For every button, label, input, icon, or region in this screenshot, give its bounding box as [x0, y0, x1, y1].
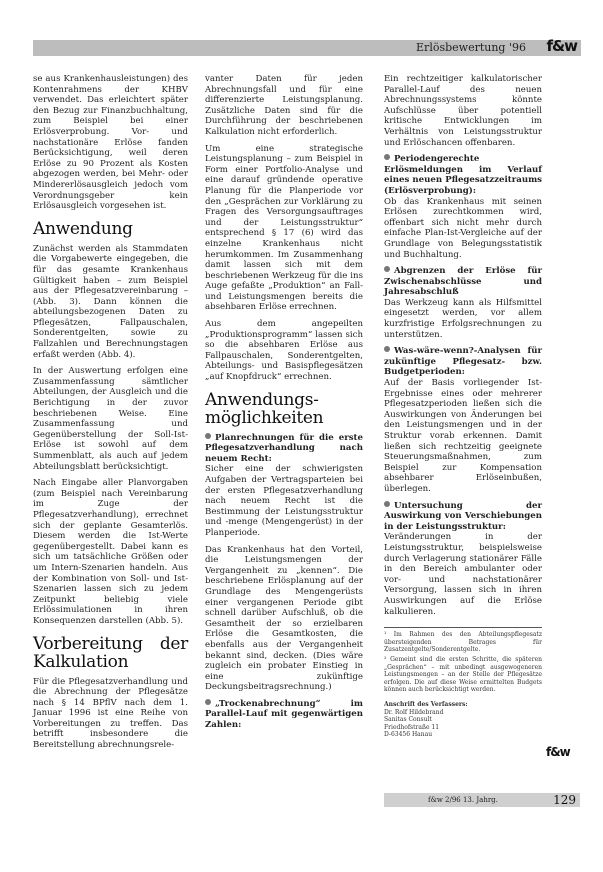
subheading-abgrenzen: Abgrenzen der Erlöse für Zwischenabschlüsse und Jahresabschluß [384, 266, 542, 298]
subheading-trocken: „Trockenabrechnung“ im Parallel-Lauf mit gegenwärtigen Zahlen: [205, 698, 363, 731]
subheading-periode: Periodengerechte Erlösmeldungen im Verlauf eines neuen Pflegesatzzeitraums (Erlösverprobung): [384, 154, 542, 196]
footnote: ¹ Im Rahmen des den Abteilungspflegesatz übersteigenden Betrages für Zusatzentgelte/Sonderentgelte. [384, 631, 542, 653]
header-title: Erlösbewertung '96 [416, 41, 526, 54]
address-label: Anschrift des Verfassers: [384, 701, 468, 709]
paragraph: In der Auswertung erfolgen eine Zusammenfassung sämtlicher Abteilungen, der Ausgleich und die Berichtigung in der zuvor beschriebenen Weise. Eine Zusammenfassung und Gegenüberstellung der Soll-Ist-Erlöse ist sowohl auf dem Summenblatt, als auch auf jedem Abteilungsblatt berücksichtigt. [33, 366, 188, 472]
footnote: ² Gemeint sind die ersten Schritte, die späteren „Gesprächen“ – mit unbedingt ausgewogeneren Leistungsmengen – an der Stelle der Pflegesätze erfolgen. Die auf diese Weise ermittelten Budgets können auch berücksichtigt werden. [384, 656, 542, 693]
paragraph: Auf der Basis vorliegender Ist-Ergebnisse eines oder mehrerer Pflegesatzperioden ließen sich die Auswirkungen von Änderungen bei den Leistungsmengen und in der Struktur vorab erkennen. Damit ließen sich rechtzeitig geeignete Steuerungsmaßnahmen, zum Beispiel zur Kompensation absehbarer Erlöseinbußen, überlegen. [384, 378, 542, 494]
journal-logo-small: f&w [546, 745, 570, 759]
page-footer [384, 793, 580, 807]
paragraph: Das Krankenhaus hat den Vorteil, die Leistungsmengen der Vergangenheit zu „kennen“. Die beschriebene Erlösplanung auf der Grundlage des Mengengerüsts einer vergangenen Periode gibt schnell darüber Aufschluß, ob die Gesamtheit der so erzielbaren Erlöse die Gesamtkosten, die ebenfalls aus der Vergangenheit bekannt sind, decken. (Dies wäre zugleich ein probater Einstieg in eine zukünftige Deckungsbeitragsrechnung.) [205, 544, 363, 693]
section-heading-vorbereitung: Vorbereitung der Kalkulation [33, 633, 188, 672]
column-2 [205, 74, 363, 731]
paragraph: Um eine strategische Leistungsplanung – zum Beispiel in Form einer Portfolio-Analyse und eine darauf gründende operative Planung für die Planperiode vor den „Gesprächen zur Vorklärung zu Fragen des Versorgungsauftrages und der Leistungsstruktur“ entsprechend § 17 (6) wird das einzelne Krankenhaus nicht herumkommen. Im Zusammenhang damit lassen sich mit dem beschriebenen Werkzeug für die ins Auge gefaßte „Produktion“ an Fall- und Leistungsmengen bereits die absehbaren Erlöse errechnen. [205, 143, 363, 313]
author-address [384, 701, 542, 738]
bullet-icon [205, 699, 211, 705]
column-1 [33, 74, 188, 757]
paragraph: Veränderungen in der Leistungsstruktur, beispielsweise durch Verlagerung stationärer Fälle in den Bereich ambulanter oder vor- und nachstationärer Versorgung, lassen sich in ihren Auswirkungen auf die Erlöse kalkulieren. [384, 532, 542, 617]
bullet-icon [384, 154, 390, 160]
subheading-plan: Planrechnungen für die erste Pflegesatzverhandlung nach neuem Recht: [205, 432, 363, 464]
journal-logo: f&w [546, 37, 577, 55]
paragraph: Für die Pflegesatzverhandlung und die Abrechnung der Pflegesätze nach § 14 BPflV nach dem 1. Januar 1996 ist eine Reihe von Vorbereitungen zu treffen. Das betrifft insbesondere die Bereitstellung abrechnungsrele- [33, 676, 188, 751]
paragraph: Nach Eingabe aller Planvorgaben (zum Beispiel nach Vereinbarung im Zuge der Pflegesatzverhandlung), errechnet sich der geplante Gesamterlös. Diesem werden die Ist-Werte gegenübergestellt. Dabei kann es sich um tatsächliche Größen oder um Intern-Szenarien handeln. Aus der Kombination von Soll- und Ist-Szenarien lassen sich zu jedem Zeitpunkt beliebig viele Erlössimulationen in ihren Konsequenzen darstellen (Abb. 5). [33, 478, 188, 626]
subheading-waswaere: Was-wäre-wenn?-Analysen für zukünftige Pflegesatz- bzw. Budgetperioden: [384, 346, 542, 378]
bullet-icon [205, 433, 211, 439]
paragraph: Sicher eine der schwierigsten Aufgaben der Vertragsparteien bei der ersten Pflegesatzverhandlung nach neuem Recht ist die Bestimmung der Leistungsstruktur und -menge (Mengengerüst) in der Planperiode. [205, 464, 363, 538]
subheading-untersuchung: Untersuchung der Auswirkung von Verschiebungen in der Leistungsstruktur: [384, 500, 542, 532]
footnotes [384, 627, 542, 693]
paragraph: se aus Krankenhausleistungen) des Kontenrahmens der KHBV verwendet. Das erleichtert später den Bezug zur Finanzbuchhaltung, zum Beispiel bei einer Erlösverprobung. Vor- und nachstationäre Erlöse fanden Berücksichtigung, weil deren Erlöse zu 90 Prozent als Kosten abgezogen werden, bei Mehr- oder Mindererlösausgleich jedoch vom Verordnungsgeber kein Erlösausgleich vorgesehen ist. [33, 74, 188, 212]
author-name: Dr. Rolf Hildebrand [384, 708, 444, 716]
paragraph: Das Werkzeug kann als Hilfsmittel eingesetzt werden, vor allem kurzfristige Erfolgsrechnungen zu unterstützen. [384, 297, 542, 340]
bullet-icon [384, 266, 390, 272]
author-street: Friedhofstraße 11 [384, 723, 440, 731]
paragraph: Zunächst werden als Stammdaten die Vorgabewerte eingegeben, die für das gesamte Krankenhaus Gültigkeit haben – zum Beispiel aus der Pflegesatzvereinbarung – (Abb. 3). Dann können die abteilungsbezogenen Daten zu Pflegesätzen, Fallpauschalen, Sonderentgelten, sowie zu Fallzahlen und Berechnungstagen erfaßt werden (Abb. 4). [33, 243, 188, 360]
column-3 [384, 74, 542, 738]
issue-info: f&w 2/96 13. Jahrg. [428, 796, 498, 804]
paragraph: Aus dem angepeilten „Produktionsprogramm“ lassen sich so die absehbaren Erlöse aus Fallpauschalen, Sonderentgelten, Abteilungs- und Basispflegesätzen „auf Knopfdruck“ errechnen. [205, 319, 363, 383]
author-company: Sanitas Consult [384, 716, 432, 724]
section-heading-anwendungsmoeglichkeiten: Anwendungs-möglichkeiten [205, 389, 324, 428]
page-number: 129 [553, 793, 576, 807]
bullet-icon [384, 501, 390, 507]
author-city: D-63456 Hanau [384, 730, 433, 738]
paragraph: Ein rechtzeitiger kalkulatorischer Parallel-Lauf des neuen Abrechnungssystems könnte Aufschlüsse über potentiell kritische Entwicklungen im Verhältnis von Leistungsstruktur und Erlöschancen offenbaren. [384, 74, 542, 148]
running-header [33, 37, 581, 56]
bullet-icon [384, 346, 390, 352]
paragraph: Ob das Krankenhaus mit seinen Erlösen zurechtkommen wird, offenbart sich nicht mehr durch einfache Plan-Ist-Vergleiche auf der Grundlage von Belegungsstatistik und Buchhaltung. [384, 196, 542, 260]
paragraph: vanter Daten für jeden Abrechnungsfall und für eine differenzierte Leistungsplanung. Zusätzliche Daten sind für die Durchführung der beschriebenen Kalkulation nicht erforderlich. [205, 74, 363, 137]
section-heading-anwendung: Anwendung [33, 218, 133, 239]
